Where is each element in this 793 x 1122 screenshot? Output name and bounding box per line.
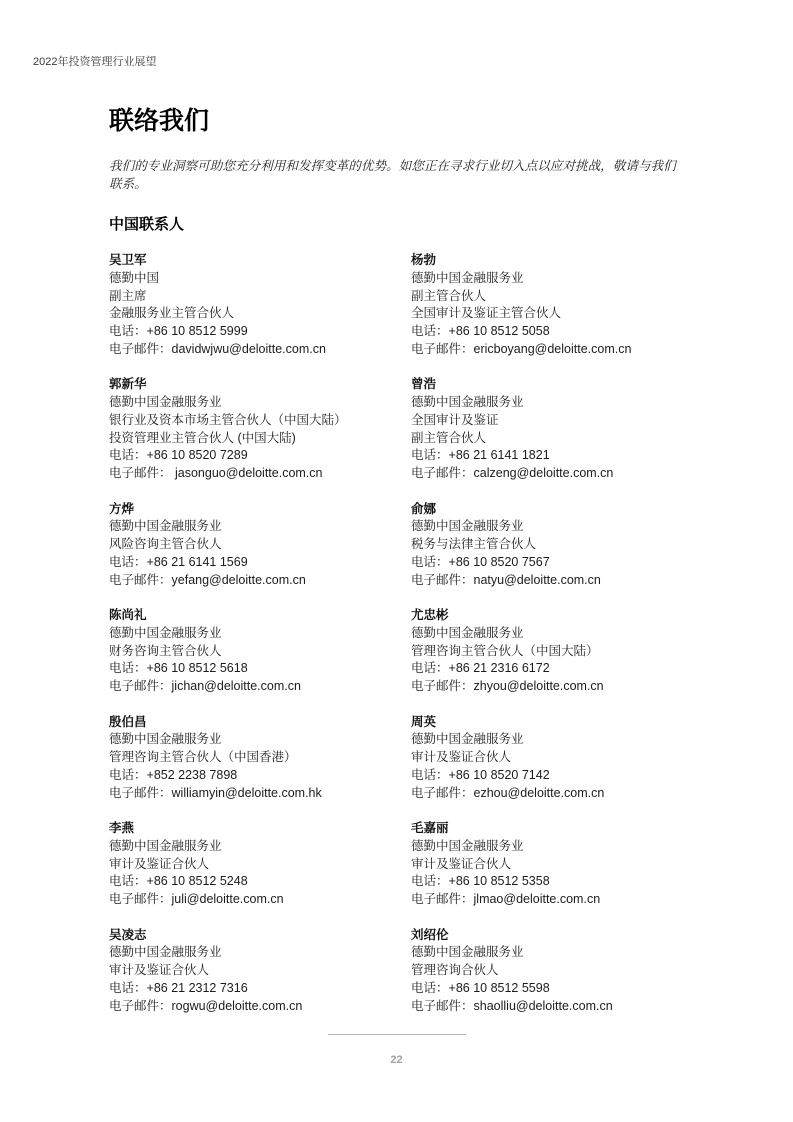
email-label: 电子邮件： xyxy=(109,998,172,1013)
phone-label: 电话： xyxy=(411,874,449,889)
contact-organization: 德勤中国金融服务业 xyxy=(109,838,222,853)
contact-card xyxy=(411,607,691,696)
phone-number: +86 10 8512 5358 xyxy=(448,874,550,889)
email-label: 电子邮件： xyxy=(109,466,172,480)
contact-title: 审计及鉴证合伙人 xyxy=(411,856,512,871)
contact-email xyxy=(411,465,691,483)
footer-divider xyxy=(328,1034,466,1035)
phone-label: 电话： xyxy=(109,767,147,782)
contact-phone xyxy=(411,873,691,891)
contact-title: 金融服务业主管合伙人 xyxy=(109,306,235,321)
phone-label: 电话： xyxy=(411,661,449,676)
contact-title: 税务与法律主管合伙人 xyxy=(411,537,537,551)
contact-card xyxy=(109,607,411,696)
contact-title: 审计及鉴证合伙人 xyxy=(411,750,512,764)
contact-email xyxy=(411,341,691,359)
contact-name: 吴卫军 xyxy=(109,253,147,267)
phone-label: 电话： xyxy=(109,554,147,569)
intro-paragraph: 我们的专业洞察可助您充分利用和发挥变革的优势。如您正在寻求行业切入点以应对挑战，敬请与我们联系。 xyxy=(109,159,676,191)
contact-card xyxy=(411,252,691,359)
contact-title: 副主管合伙人 xyxy=(411,430,487,445)
contact-email xyxy=(411,678,691,696)
email-address: calzeng@deloitte.com.cn xyxy=(473,466,614,480)
phone-number: +86 10 8520 7289 xyxy=(146,448,248,463)
contact-card xyxy=(109,376,411,483)
phone-label: 电话： xyxy=(109,324,147,338)
phone-number: +86 21 2316 6172 xyxy=(448,661,550,676)
contact-card xyxy=(109,820,411,909)
contact-card xyxy=(109,927,411,1016)
contact-name: 方烨 xyxy=(109,501,135,516)
contact-email xyxy=(109,678,411,696)
contact-phone xyxy=(109,554,411,572)
contact-title: 全国审计及鉴证主管合伙人 xyxy=(411,306,562,321)
phone-number: +86 21 6141 1569 xyxy=(146,554,248,569)
contact-title: 副主管合伙人 xyxy=(411,288,487,303)
contact-title: 全国审计及鉴证 xyxy=(411,412,499,427)
contact-title: 风险咨询主管合伙人 xyxy=(109,537,222,551)
contact-title: 管理咨询主管合伙人（中国大陆） xyxy=(411,643,599,658)
contact-phone xyxy=(109,980,411,998)
email-address: shaolliu@deloitte.com.cn xyxy=(473,998,613,1013)
page-title: 联络我们 xyxy=(109,107,210,135)
contact-organization: 德勤中国金融服务业 xyxy=(411,519,524,534)
email-label: 电子邮件： xyxy=(411,998,474,1013)
contact-organization: 德勤中国金融服务业 xyxy=(411,945,524,960)
contact-email xyxy=(109,572,411,590)
contact-name: 李燕 xyxy=(109,821,135,835)
phone-number: +86 10 8520 7567 xyxy=(448,554,550,569)
phone-label: 电话： xyxy=(411,767,449,782)
contact-title: 管理咨询主管合伙人（中国香港） xyxy=(109,750,297,764)
contact-email xyxy=(411,998,691,1016)
contact-phone xyxy=(411,323,691,341)
email-label: 电子邮件： xyxy=(411,892,474,906)
contact-organization: 德勤中国金融服务业 xyxy=(109,625,222,640)
contact-organization: 德勤中国金融服务业 xyxy=(109,395,222,409)
contact-name: 殷伯昌 xyxy=(109,714,147,729)
running-header-title: 2022年投资管理行业展望 xyxy=(33,56,157,68)
phone-number: +86 10 8520 7142 xyxy=(448,767,550,782)
contact-name: 周英 xyxy=(411,714,437,729)
phone-number: +86 21 2312 7316 xyxy=(146,980,248,995)
contact-organization: 德勤中国 xyxy=(109,270,160,285)
email-label: 电子邮件： xyxy=(109,679,172,693)
contact-organization: 德勤中国金融服务业 xyxy=(411,838,524,853)
contact-title: 审计及鉴证合伙人 xyxy=(109,963,210,977)
phone-number: +86 21 6141 1821 xyxy=(448,448,550,463)
phone-number: +86 10 8512 5618 xyxy=(146,661,248,676)
email-label: 电子邮件： xyxy=(109,572,172,587)
email-address: yefang@deloitte.com.cn xyxy=(171,572,306,587)
contact-card xyxy=(109,252,411,359)
email-address: rogwu@deloitte.com.cn xyxy=(171,998,303,1013)
contact-phone xyxy=(109,323,411,341)
contact-list xyxy=(109,252,691,1015)
email-address: jasonguo@deloitte.com.cn xyxy=(171,466,323,480)
contact-name: 尤忠彬 xyxy=(411,608,449,622)
contact-title: 副主席 xyxy=(109,288,147,303)
contact-card xyxy=(109,501,411,590)
contact-phone xyxy=(109,660,411,678)
email-label: 电子邮件： xyxy=(411,466,474,480)
contact-organization: 德勤中国金融服务业 xyxy=(109,519,222,534)
contact-card xyxy=(109,714,411,803)
contact-name: 曾浩 xyxy=(411,377,437,392)
contact-title: 银行业及资本市场主管合伙人（中国大陆） xyxy=(109,412,347,427)
email-label: 电子邮件： xyxy=(411,341,474,356)
email-address: jlmao@deloitte.com.cn xyxy=(473,892,601,906)
email-label: 电子邮件： xyxy=(109,785,172,800)
contact-name: 俞娜 xyxy=(411,501,437,516)
contact-email xyxy=(109,891,411,909)
phone-number: +86 10 8512 5999 xyxy=(146,324,248,338)
contact-card xyxy=(411,927,691,1016)
contact-phone xyxy=(411,660,691,678)
contact-phone xyxy=(109,873,411,891)
email-label: 电子邮件： xyxy=(109,892,172,906)
contact-organization: 德勤中国金融服务业 xyxy=(411,270,524,285)
contact-name: 郭新华 xyxy=(109,377,147,392)
contact-name: 陈尚礼 xyxy=(109,608,147,622)
contact-name: 毛嘉丽 xyxy=(411,821,449,835)
phone-label: 电话： xyxy=(109,980,147,995)
contact-phone xyxy=(109,767,411,785)
email-address: ericboyang@deloitte.com.cn xyxy=(473,341,632,356)
phone-number: +86 10 8512 5598 xyxy=(448,980,550,995)
contact-email xyxy=(109,785,411,803)
email-label: 电子邮件： xyxy=(411,679,474,693)
phone-number: +86 10 8512 5058 xyxy=(448,324,550,338)
contact-card xyxy=(411,714,691,803)
contact-email xyxy=(109,998,411,1016)
contact-title: 投资管理业主管合伙人 (中国大陆) xyxy=(109,430,296,445)
contact-email xyxy=(411,891,691,909)
contact-card xyxy=(411,820,691,909)
phone-number: +86 10 8512 5248 xyxy=(146,874,248,889)
phone-label: 电话： xyxy=(109,874,147,889)
contact-card xyxy=(411,501,691,590)
contact-name: 杨勃 xyxy=(411,253,437,267)
phone-label: 电话： xyxy=(109,448,147,463)
phone-label: 电话： xyxy=(411,980,449,995)
email-address: ezhou@deloitte.com.cn xyxy=(473,785,605,800)
contact-email xyxy=(411,785,691,803)
contact-email xyxy=(109,465,411,483)
email-address: williamyin@deloitte.com.hk xyxy=(171,785,322,800)
contact-title: 审计及鉴证合伙人 xyxy=(109,856,210,871)
email-address: juli@deloitte.com.cn xyxy=(171,892,284,906)
contact-phone xyxy=(411,767,691,785)
contact-email xyxy=(411,572,691,590)
phone-label: 电话： xyxy=(411,554,449,569)
contact-phone xyxy=(411,554,691,572)
phone-label: 电话： xyxy=(109,661,147,676)
contact-organization: 德勤中国金融服务业 xyxy=(109,945,222,960)
email-label: 电子邮件： xyxy=(411,785,474,800)
contact-phone xyxy=(411,447,691,465)
contact-title: 财务咨询主管合伙人 xyxy=(109,643,222,658)
contact-organization: 德勤中国金融服务业 xyxy=(411,625,524,640)
phone-label: 电话： xyxy=(411,324,449,338)
contact-phone xyxy=(411,980,691,998)
email-address: jichan@deloitte.com.cn xyxy=(171,679,301,693)
contact-name: 吴凌志 xyxy=(109,927,147,942)
contact-card xyxy=(411,376,691,483)
page-number: 22 xyxy=(390,1054,403,1066)
email-address: zhyou@deloitte.com.cn xyxy=(473,679,604,693)
section-heading: 中国联系人 xyxy=(109,216,185,233)
contact-email xyxy=(109,341,411,359)
email-label: 电子邮件： xyxy=(411,572,474,587)
contact-organization: 德勤中国金融服务业 xyxy=(411,732,524,747)
contact-title: 管理咨询合伙人 xyxy=(411,963,499,977)
phone-number: +852 2238 7898 xyxy=(146,767,238,782)
email-label: 电子邮件： xyxy=(109,341,172,356)
contact-organization: 德勤中国金融服务业 xyxy=(411,395,524,409)
contact-organization: 德勤中国金融服务业 xyxy=(109,732,222,747)
phone-label: 电话： xyxy=(411,448,449,463)
email-address: davidwjwu@deloitte.com.cn xyxy=(171,341,326,356)
contact-phone xyxy=(109,447,411,465)
email-address: natyu@deloitte.com.cn xyxy=(473,572,601,587)
contact-name: 刘绍伦 xyxy=(411,927,449,942)
